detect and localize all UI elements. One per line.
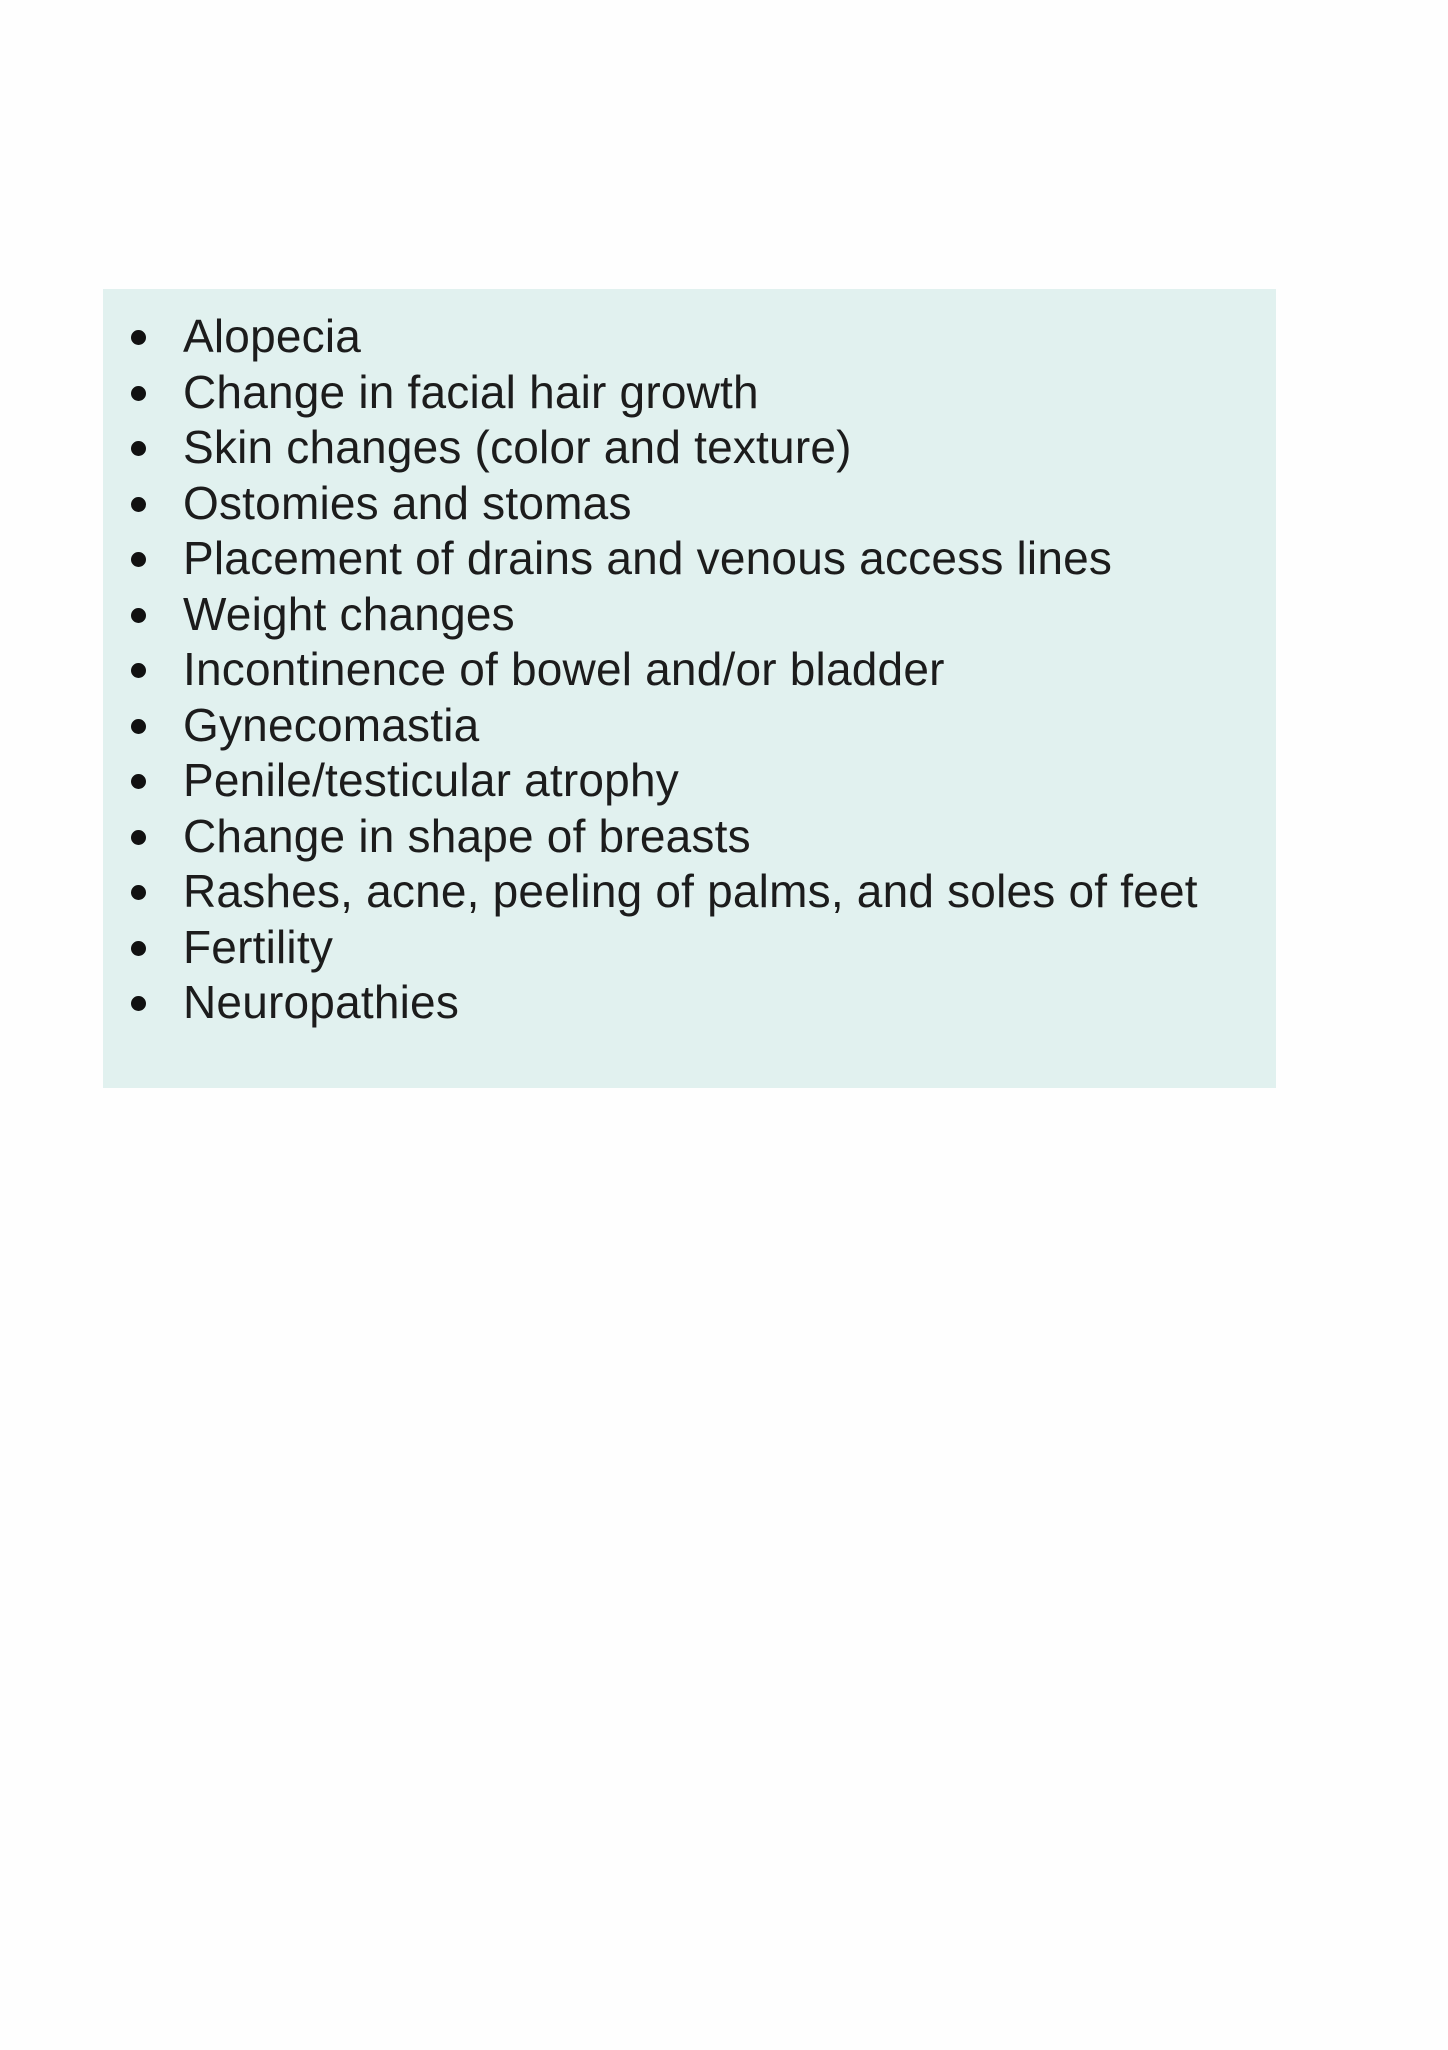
list-item — [103, 642, 1276, 698]
bullet-icon — [131, 497, 146, 512]
list-item — [103, 809, 1276, 865]
list-item — [103, 476, 1276, 532]
list-item — [103, 531, 1276, 587]
bullet-icon — [131, 719, 146, 734]
list-item — [103, 975, 1276, 1031]
list-item-text: Penile/testicular atrophy — [183, 754, 679, 806]
list-item-text: Rashes, acne, peeling of palms, and soles of feet — [183, 865, 1198, 917]
bullet-icon — [131, 552, 146, 567]
list-item-text: Fertility — [183, 920, 334, 973]
bullet-icon — [131, 830, 146, 845]
list-item — [103, 920, 1276, 976]
list-item-text: Placement of drains and venous access lines — [183, 532, 1113, 584]
bullet-icon — [131, 996, 146, 1011]
list-item-text: Incontinence of bowel and/or bladder — [183, 643, 945, 695]
list-item — [103, 753, 1276, 809]
bullet-icon — [131, 774, 146, 789]
list-item — [103, 309, 1276, 365]
bullet-icon — [131, 608, 146, 623]
bullet-icon — [131, 885, 146, 900]
list-item-text: Skin changes (color and texture) — [183, 421, 852, 473]
bullet-icon — [131, 330, 146, 345]
bullet-icon — [131, 941, 146, 956]
highlight-box — [103, 289, 1276, 1088]
bullet-icon — [131, 386, 146, 401]
list-item — [103, 587, 1276, 643]
list-item — [103, 420, 1276, 476]
bullet-list — [103, 289, 1276, 1031]
list-item-text: Ostomies and stomas — [183, 476, 632, 529]
list-item-text: Change in facial hair growth — [183, 365, 759, 418]
list-item — [103, 864, 1276, 920]
list-item-text: Change in shape of breasts — [183, 809, 751, 862]
list-item-text: Weight changes — [183, 587, 515, 640]
bullet-icon — [131, 441, 146, 456]
list-item — [103, 698, 1276, 754]
list-item-text: Alopecia — [183, 310, 362, 362]
list-item — [103, 365, 1276, 421]
bullet-icon — [131, 663, 146, 678]
list-item-text: Gynecomastia — [183, 698, 480, 751]
list-item-text: Neuropathies — [183, 976, 460, 1028]
